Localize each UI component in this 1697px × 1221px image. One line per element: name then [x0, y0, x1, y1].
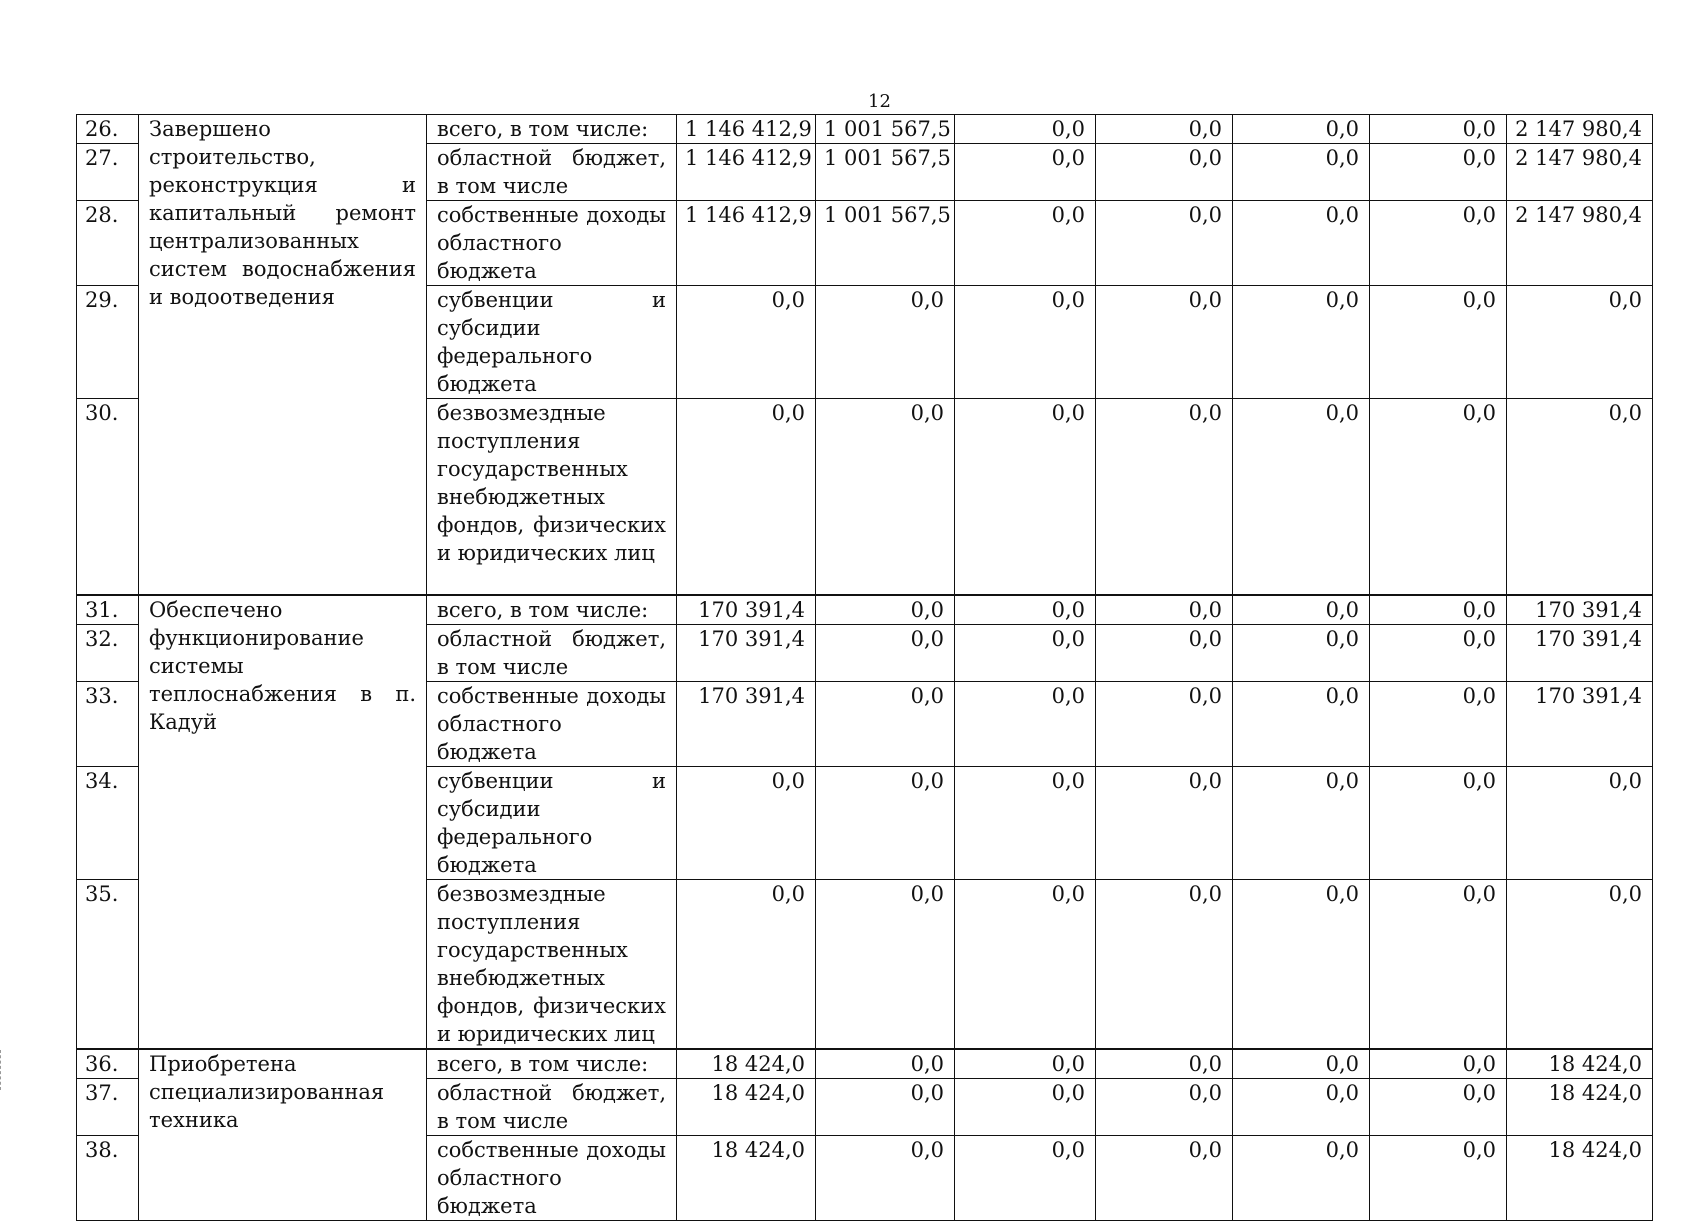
year-value: 0,0: [1233, 1078, 1370, 1135]
total-value: 0,0: [1507, 766, 1653, 879]
total-value: 2 147 980,4: [1507, 115, 1653, 144]
row-number: 29.: [77, 286, 139, 399]
year-value: 0,0: [1096, 624, 1233, 681]
year-value: 0,0: [1233, 399, 1370, 595]
total-value: 18 424,0: [1507, 1135, 1653, 1220]
funding-source: безвозмездные поступления государственных внебюджетных фондов, физических и юридических лиц: [427, 879, 677, 1049]
year-value: 0,0: [955, 624, 1096, 681]
funding-source: всего, в том числе:: [427, 115, 677, 144]
year-value: 1 146 412,9: [677, 144, 816, 201]
row-number: 33.: [77, 681, 139, 766]
year-value: 0,0: [1370, 681, 1507, 766]
year-value: 0,0: [816, 286, 955, 399]
row-number: 30.: [77, 399, 139, 595]
year-value: 1 146 412,9: [677, 201, 816, 286]
year-value: 170 391,4: [677, 624, 816, 681]
total-value: 0,0: [1507, 286, 1653, 399]
year-value: 1 001 567,5: [816, 201, 955, 286]
total-value: 18 424,0: [1507, 1078, 1653, 1135]
result-name: Обеспечено функционирование системы теплоснабжения в п. Кадуй: [139, 595, 427, 1049]
year-value: 0,0: [955, 766, 1096, 879]
row-number: 35.: [77, 879, 139, 1049]
scan-edge-marks: [0, 1050, 7, 1090]
year-value: 0,0: [677, 399, 816, 595]
year-value: 0,0: [955, 1049, 1096, 1079]
table-row: [77, 115, 1653, 144]
total-value: 170 391,4: [1507, 681, 1653, 766]
year-value: 0,0: [816, 1049, 955, 1079]
funding-source: безвозмездные поступления государственных внебюджетных фондов, физических и юридических лиц: [427, 399, 677, 595]
funding-source: собственные доходы областного бюджета: [427, 681, 677, 766]
year-value: 0,0: [955, 399, 1096, 595]
funding-source: областной бюджет, в том числе: [427, 624, 677, 681]
year-value: 0,0: [1096, 1135, 1233, 1220]
row-number: 27.: [77, 144, 139, 201]
funding-source: собственные доходы областного бюджета: [427, 1135, 677, 1220]
year-value: 0,0: [1233, 681, 1370, 766]
year-value: 0,0: [816, 1135, 955, 1220]
funding-source: всего, в том числе:: [427, 595, 677, 625]
year-value: 0,0: [1233, 1049, 1370, 1079]
funding-source: субвенции и субсидии федерального бюджета: [427, 286, 677, 399]
year-value: 0,0: [816, 624, 955, 681]
year-value: 0,0: [1233, 286, 1370, 399]
year-value: 0,0: [816, 595, 955, 625]
funding-source: субвенции и субсидии федерального бюджета: [427, 766, 677, 879]
year-value: 0,0: [955, 681, 1096, 766]
total-value: 18 424,0: [1507, 1049, 1653, 1079]
year-value: 0,0: [816, 399, 955, 595]
year-value: 170 391,4: [677, 681, 816, 766]
row-number: 37.: [77, 1078, 139, 1135]
year-value: 0,0: [1370, 879, 1507, 1049]
year-value: 0,0: [1233, 624, 1370, 681]
year-value: 18 424,0: [677, 1078, 816, 1135]
year-value: 0,0: [816, 1078, 955, 1135]
year-value: 0,0: [1096, 115, 1233, 144]
row-number: 28.: [77, 201, 139, 286]
year-value: 0,0: [677, 286, 816, 399]
year-value: 0,0: [816, 681, 955, 766]
total-value: 170 391,4: [1507, 595, 1653, 625]
year-value: 0,0: [1370, 1049, 1507, 1079]
table-row: [77, 595, 1653, 625]
year-value: 0,0: [955, 201, 1096, 286]
year-value: 0,0: [1370, 1135, 1507, 1220]
year-value: 1 146 412,9: [677, 115, 816, 144]
year-value: 0,0: [955, 1078, 1096, 1135]
year-value: 0,0: [1370, 766, 1507, 879]
funding-source: собственные доходы областного бюджета: [427, 201, 677, 286]
result-name: Завершено строительство, реконструкция и капитальный ремонт централизованных систем водоснабжения и водоотведения: [139, 115, 427, 595]
total-value: 170 391,4: [1507, 624, 1653, 681]
row-number: 36.: [77, 1049, 139, 1079]
year-value: 1 001 567,5: [816, 115, 955, 144]
total-value: 0,0: [1507, 879, 1653, 1049]
year-value: 18 424,0: [677, 1135, 816, 1220]
total-value: 2 147 980,4: [1507, 144, 1653, 201]
budget-table: [76, 114, 1653, 1221]
year-value: 0,0: [1233, 144, 1370, 201]
year-value: 0,0: [1096, 144, 1233, 201]
year-value: 0,0: [1096, 201, 1233, 286]
year-value: 0,0: [1370, 201, 1507, 286]
year-value: 0,0: [955, 115, 1096, 144]
year-value: 0,0: [1096, 766, 1233, 879]
funding-source: всего, в том числе:: [427, 1049, 677, 1079]
year-value: 0,0: [1370, 115, 1507, 144]
year-value: 0,0: [1096, 286, 1233, 399]
year-value: 0,0: [1233, 766, 1370, 879]
year-value: 0,0: [1370, 1078, 1507, 1135]
year-value: 0,0: [1096, 399, 1233, 595]
year-value: 0,0: [677, 879, 816, 1049]
year-value: 1 001 567,5: [816, 144, 955, 201]
year-value: 0,0: [1096, 1049, 1233, 1079]
year-value: 0,0: [816, 879, 955, 1049]
row-number: 34.: [77, 766, 139, 879]
year-value: 0,0: [1233, 201, 1370, 286]
funding-source: областной бюджет, в том числе: [427, 144, 677, 201]
year-value: 0,0: [1233, 595, 1370, 625]
year-value: 0,0: [1370, 144, 1507, 201]
year-value: 18 424,0: [677, 1049, 816, 1079]
table-row: [77, 1049, 1653, 1079]
year-value: 0,0: [1233, 115, 1370, 144]
row-number: 26.: [77, 115, 139, 144]
result-name: Приобретена специализированная техника: [139, 1049, 427, 1221]
year-value: 0,0: [1370, 595, 1507, 625]
year-value: 0,0: [955, 286, 1096, 399]
year-value: 0,0: [1370, 624, 1507, 681]
year-value: 0,0: [1096, 595, 1233, 625]
year-value: 0,0: [1096, 879, 1233, 1049]
total-value: 2 147 980,4: [1507, 201, 1653, 286]
row-number: 32.: [77, 624, 139, 681]
row-number: 31.: [77, 595, 139, 625]
year-value: 0,0: [955, 1135, 1096, 1220]
year-value: 170 391,4: [677, 595, 816, 625]
year-value: 0,0: [1370, 399, 1507, 595]
year-value: 0,0: [1096, 681, 1233, 766]
year-value: 0,0: [955, 595, 1096, 625]
table-body: [77, 115, 1653, 1221]
year-value: 0,0: [1370, 286, 1507, 399]
year-value: 0,0: [1233, 879, 1370, 1049]
year-value: 0,0: [816, 766, 955, 879]
total-value: 0,0: [1507, 399, 1653, 595]
year-value: 0,0: [955, 879, 1096, 1049]
year-value: 0,0: [677, 766, 816, 879]
funding-source: областной бюджет, в том числе: [427, 1078, 677, 1135]
year-value: 0,0: [955, 144, 1096, 201]
year-value: 0,0: [1096, 1078, 1233, 1135]
page-number: 12: [868, 91, 891, 112]
row-number: 38.: [77, 1135, 139, 1220]
year-value: 0,0: [1233, 1135, 1370, 1220]
